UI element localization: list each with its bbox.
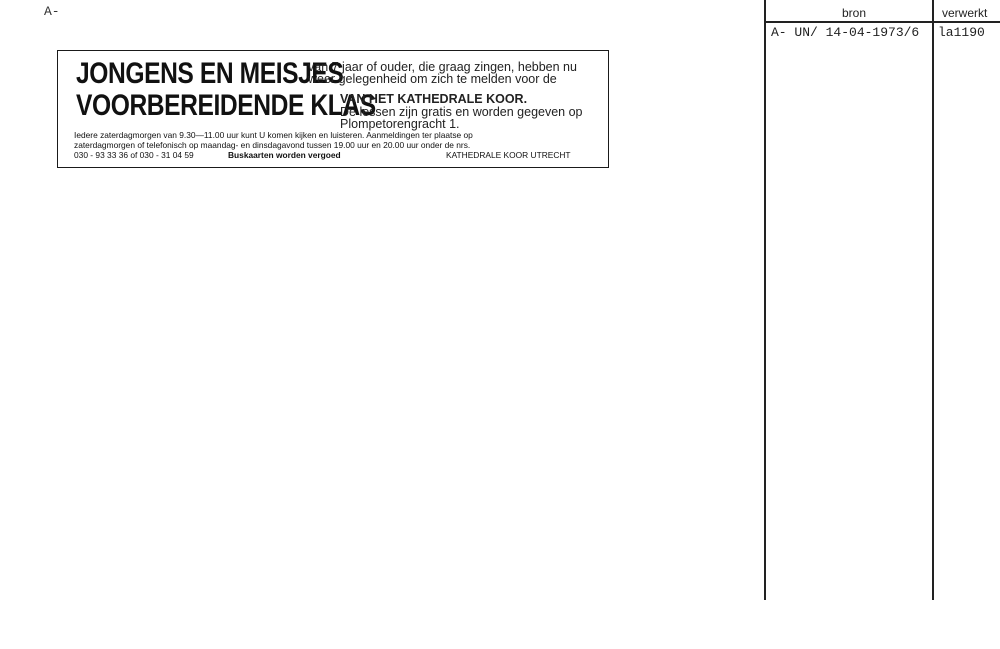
footer-bus-note: Buskaarten worden vergoed — [228, 150, 341, 160]
footer-phone: 030 - 93 33 36 of 030 - 31 04 59 — [74, 150, 194, 160]
column-header-verwerkt: verwerkt — [942, 6, 988, 20]
column-header-bron: bron — [842, 6, 867, 20]
intro-line-1: van 7 jaar of ouder, die graag zingen, hebben nu — [308, 60, 577, 74]
column-divider-right — [932, 0, 934, 600]
header-rule-right — [932, 21, 1000, 23]
column-divider-left — [764, 0, 766, 600]
footer-line-1: Iedere zaterdagmorgen van 9.30—11.00 uur kunt U komen kijken en luisteren. Aanmeldingen ter plaatse op — [74, 130, 473, 140]
corner-tag: A- — [44, 4, 60, 19]
lessons-line-1: De lessen zijn gratis en worden gegeven op — [340, 105, 583, 119]
footer-line-2: zaterdagmorgen of telefonisch op maandag- en dinsdagavond tussen 19.00 uur en 20.00 uur onder de nrs. — [74, 140, 471, 150]
headline-voorbereidende-klas: VOORBEREIDENDE KLAS — [76, 89, 376, 122]
headline-jongens-en-meisjes: JONGENS EN MEISJES — [76, 57, 344, 90]
bron-value: A- UN/ 14-04-1973/6 — [771, 25, 920, 40]
koor-line: VAN HET KATHEDRALE KOOR. — [340, 92, 528, 106]
footer-signature: KATHEDRALE KOOR UTRECHT — [446, 150, 571, 160]
intro-line-2: weer gelegenheid om zich te melden voor de — [308, 72, 557, 86]
lessons-line-2: Plompetorengracht 1. — [340, 117, 460, 131]
verwerkt-value: la1190 — [938, 25, 985, 40]
advertisement-clipping — [57, 50, 609, 168]
